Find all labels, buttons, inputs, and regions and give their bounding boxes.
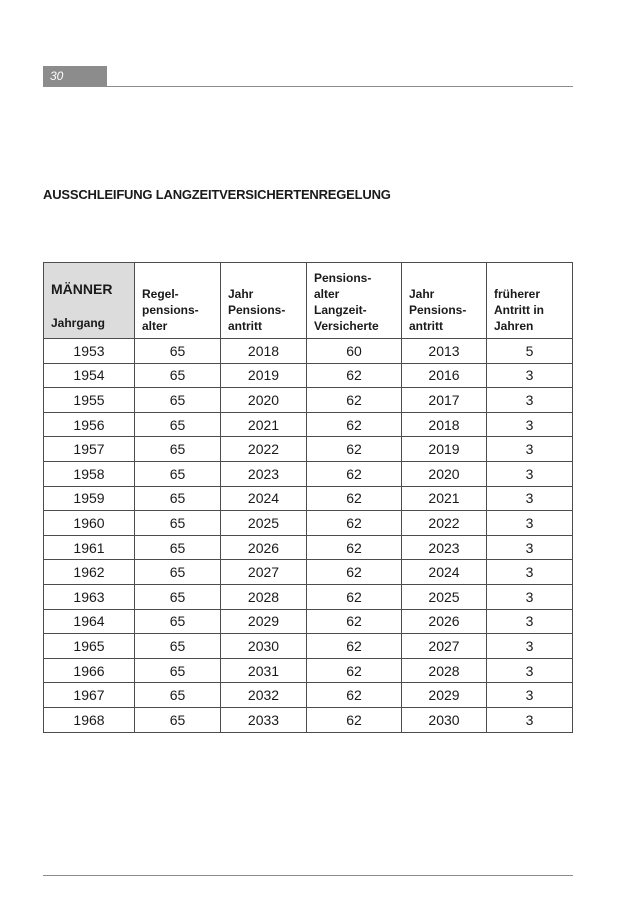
table-row	[44, 511, 573, 536]
table-cell: 62	[307, 584, 402, 609]
table-cell: 1968	[44, 707, 135, 732]
table-cell: 65	[135, 683, 221, 708]
table-cell: 2025	[221, 511, 307, 536]
column-header-line: Pensions-	[228, 303, 286, 317]
column-header-line: antritt	[228, 319, 262, 333]
column-header-line: Versicherte	[314, 319, 379, 333]
table-cell: 2024	[221, 486, 307, 511]
table-cell: 3	[487, 486, 573, 511]
table-row	[44, 707, 573, 732]
header-corner	[44, 263, 135, 339]
table-cell: 2026	[402, 609, 487, 634]
table-row	[44, 560, 573, 585]
table-cell: 2033	[221, 707, 307, 732]
table-cell: 2028	[221, 584, 307, 609]
table-cell: 1954	[44, 363, 135, 388]
table-cell: 1965	[44, 634, 135, 659]
table-cell: 62	[307, 634, 402, 659]
table-cell: 1961	[44, 535, 135, 560]
table-cell: 3	[487, 363, 573, 388]
table-cell: 2025	[402, 584, 487, 609]
table-cell: 65	[135, 584, 221, 609]
table-cell: 65	[135, 658, 221, 683]
table-row	[44, 388, 573, 413]
table-row	[44, 412, 573, 437]
page-number: 30	[43, 66, 107, 86]
table-cell: 65	[135, 560, 221, 585]
table-cell: 62	[307, 609, 402, 634]
table-cell: 2019	[221, 363, 307, 388]
column-header-line: Pensions-	[314, 271, 372, 285]
table-row	[44, 634, 573, 659]
table-cell: 2017	[402, 388, 487, 413]
header-divider	[43, 86, 573, 87]
table-cell: 2013	[402, 339, 487, 364]
column-header-line: früherer	[494, 287, 541, 301]
table-cell: 65	[135, 437, 221, 462]
table-cell: 62	[307, 707, 402, 732]
column-header-line: Antritt in	[494, 303, 544, 317]
table-header-row	[44, 263, 573, 339]
table-cell: 3	[487, 511, 573, 536]
table-row	[44, 658, 573, 683]
table-row	[44, 437, 573, 462]
table-cell: 2020	[221, 388, 307, 413]
table-cell: 2029	[221, 609, 307, 634]
table-cell: 62	[307, 412, 402, 437]
table-cell: 65	[135, 363, 221, 388]
table-cell: 3	[487, 584, 573, 609]
table-cell: 1959	[44, 486, 135, 511]
column-header-line: Langzeit-	[314, 303, 367, 317]
table-cell: 2027	[402, 634, 487, 659]
table-cell: 2032	[221, 683, 307, 708]
table-cell: 3	[487, 707, 573, 732]
column-header	[402, 263, 487, 339]
table-cell: 2021	[402, 486, 487, 511]
table-cell: 1966	[44, 658, 135, 683]
column-header-line: alter	[314, 287, 340, 301]
table-cell: 3	[487, 437, 573, 462]
table-cell: 2023	[221, 461, 307, 486]
table-body	[44, 339, 573, 733]
table-cell: 2019	[402, 437, 487, 462]
table-row	[44, 683, 573, 708]
column-header-line: Jahr	[409, 287, 435, 301]
table-cell: 1960	[44, 511, 135, 536]
table-cell: 2030	[221, 634, 307, 659]
table-row	[44, 609, 573, 634]
table-cell: 62	[307, 437, 402, 462]
table-cell: 65	[135, 535, 221, 560]
table-cell: 1953	[44, 339, 135, 364]
table-cell: 2030	[402, 707, 487, 732]
table-cell: 2020	[402, 461, 487, 486]
table-cell: 2029	[402, 683, 487, 708]
table-cell: 62	[307, 388, 402, 413]
footer-divider	[43, 875, 573, 876]
table-row	[44, 461, 573, 486]
table-cell: 1964	[44, 609, 135, 634]
column-header-line: Pensions-	[409, 303, 467, 317]
column-header-line: antritt	[409, 319, 443, 333]
column-header	[487, 263, 573, 339]
column-header-line: Jahren	[494, 319, 534, 333]
table-cell: 65	[135, 339, 221, 364]
table-cell: 3	[487, 560, 573, 585]
table-cell: 2031	[221, 658, 307, 683]
table-cell: 3	[487, 658, 573, 683]
table-cell: 1962	[44, 560, 135, 585]
table-cell: 65	[135, 486, 221, 511]
column-header	[307, 263, 402, 339]
table-cell: 65	[135, 707, 221, 732]
corner-label: MÄNNER	[51, 281, 113, 297]
table-cell: 65	[135, 388, 221, 413]
table-cell: 62	[307, 363, 402, 388]
table-cell: 1963	[44, 584, 135, 609]
corner-sublabel: Jahrgang	[51, 316, 106, 330]
table-cell: 2024	[402, 560, 487, 585]
table-row	[44, 363, 573, 388]
table-cell: 2028	[402, 658, 487, 683]
table-cell: 2023	[402, 535, 487, 560]
table-row	[44, 339, 573, 364]
table-cell: 62	[307, 511, 402, 536]
table-cell: 65	[135, 412, 221, 437]
table-cell: 65	[135, 609, 221, 634]
table-cell: 2022	[402, 511, 487, 536]
column-header-line: Regel-	[142, 287, 179, 301]
table-cell: 65	[135, 461, 221, 486]
column-header	[221, 263, 307, 339]
table-row	[44, 584, 573, 609]
table-cell: 2022	[221, 437, 307, 462]
table-cell: 3	[487, 461, 573, 486]
table-cell: 2018	[221, 339, 307, 364]
column-header-line: Jahr	[228, 287, 254, 301]
table-cell: 3	[487, 683, 573, 708]
table-cell: 3	[487, 412, 573, 437]
table-cell: 62	[307, 658, 402, 683]
table-cell: 2021	[221, 412, 307, 437]
table-cell: 3	[487, 388, 573, 413]
table-cell: 2018	[402, 412, 487, 437]
table-cell: 1967	[44, 683, 135, 708]
table-cell: 65	[135, 511, 221, 536]
column-header-line: pensions-	[142, 303, 199, 317]
table-row	[44, 535, 573, 560]
pension-table	[43, 262, 573, 733]
section-title: AUSSCHLEIFUNG LANGZEITVERSICHERTENREGELUNG	[43, 187, 391, 202]
table-row	[44, 486, 573, 511]
table-cell: 5	[487, 339, 573, 364]
column-header	[135, 263, 221, 339]
table-cell: 2016	[402, 363, 487, 388]
table-cell: 62	[307, 560, 402, 585]
column-header-line: alter	[142, 319, 168, 333]
table-cell: 1958	[44, 461, 135, 486]
table-cell: 1956	[44, 412, 135, 437]
table-cell: 62	[307, 683, 402, 708]
table-cell: 62	[307, 535, 402, 560]
table-cell: 3	[487, 535, 573, 560]
table-cell: 2026	[221, 535, 307, 560]
table-cell: 62	[307, 486, 402, 511]
table-cell: 1957	[44, 437, 135, 462]
table-cell: 3	[487, 609, 573, 634]
table-cell: 3	[487, 634, 573, 659]
table-cell: 62	[307, 461, 402, 486]
table-cell: 65	[135, 634, 221, 659]
table-cell: 60	[307, 339, 402, 364]
table-cell: 2027	[221, 560, 307, 585]
table-cell: 1955	[44, 388, 135, 413]
